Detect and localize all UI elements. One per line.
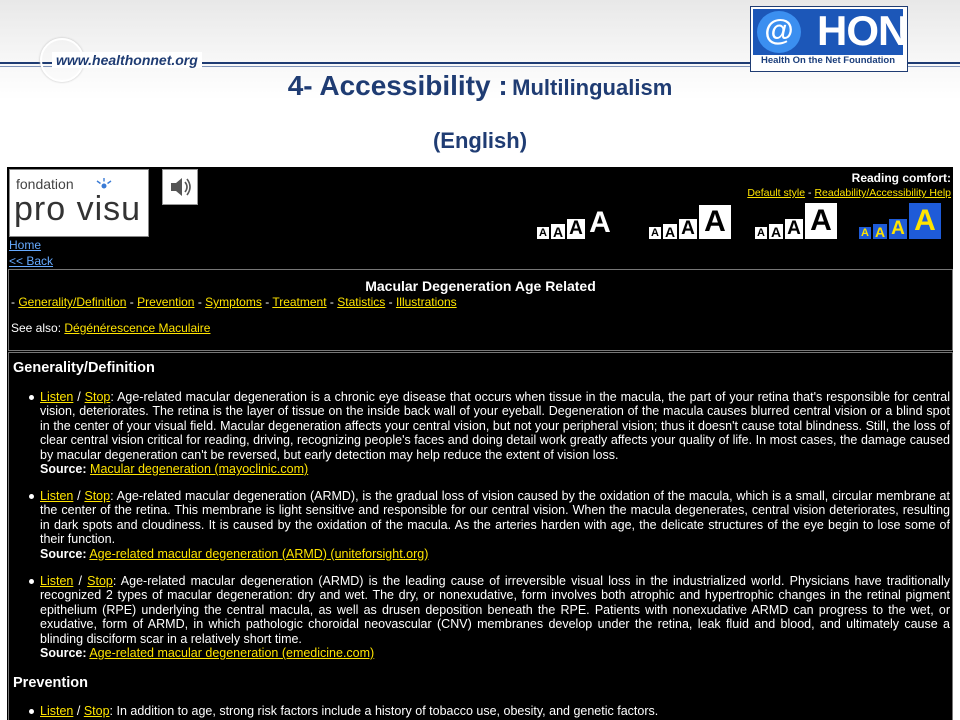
item-text: : Age-related macular degeneration is a chronic eye disease that occurs when tissue in the macula, the part of your retina that's responsible for central vision, deteriorates. The retina is the layer of tissue on the inside back wall of your eyeball. Degeneration of the macula causes blurred central vision or a blind spot in the center of your visual field. Macular degeneration affects your central vision, but not your peripheral vision; thus it doesn't cause total blindness. Still, the loss of clear central vision critical for reading, driving, recognizing people's faces and doing detail work greatly affects your quality of life. In most cases, the damage caused by macular degeneration can't be reversed, but early detection may help reduce the extent of vision loss. bbox=[40, 390, 950, 462]
toc-separator: - bbox=[329, 295, 334, 309]
font-size-option-2[interactable]: A bbox=[664, 223, 676, 240]
slide-title-sub: Multilingualism bbox=[512, 75, 673, 100]
nav-home-link[interactable]: Home bbox=[9, 238, 42, 252]
toc-separator: - bbox=[388, 295, 393, 309]
hon-at-icon: @ bbox=[757, 11, 801, 53]
toc-separator: - bbox=[197, 295, 202, 309]
list-item bbox=[40, 489, 950, 561]
hon-logo-text: HON bbox=[817, 7, 908, 54]
font-size-option-4[interactable]: A bbox=[805, 203, 837, 239]
toc-link-statistics[interactable]: Statistics bbox=[337, 295, 386, 309]
item-text: : Age-related macular degeneration (ARMD) is the leading cause of irreversible visual loss in the industrialized world. Physicians have traditionally recognized 2 types of macular degeneration: dry and wet. The dry, or nonexudative, form involves both atrophic and hypertrophic changes in the retinal pigment epithelium (RPE) underlying the central macula, as well as drusen deposition beneath the RPE. Patients with nonexudative ARMD can progress to the wet, or exudative, form of ARMD, in which pathologic choroidal neovascular (CNV) membranes develop under the retina, leak fluid and blood, and ultimately cause a blinding disciform scar in a relatively short time. bbox=[40, 574, 950, 646]
stop-link[interactable]: Stop bbox=[83, 704, 110, 718]
font-size-option-1[interactable]: A bbox=[537, 227, 549, 239]
bullet-icon bbox=[29, 709, 34, 714]
hon-logo-subtitle: Health On the Net Foundation bbox=[760, 55, 896, 66]
section-heading-generality: Generality/Definition bbox=[13, 360, 155, 376]
section-heading-prevention: Prevention bbox=[13, 675, 88, 691]
font-size-option-4[interactable]: A bbox=[587, 207, 613, 239]
stop-link[interactable]: Stop bbox=[84, 390, 111, 404]
slide-title-main: 4- Accessibility : bbox=[287, 70, 508, 101]
speaker-glyph-icon bbox=[163, 170, 197, 204]
table-of-contents bbox=[11, 295, 457, 309]
font-size-option-2[interactable]: A bbox=[552, 223, 564, 240]
page-header-box bbox=[8, 269, 953, 351]
content-box bbox=[8, 352, 953, 720]
page-title: Macular Degeneration Age Related bbox=[365, 278, 596, 294]
toc-prefix: - bbox=[11, 295, 15, 309]
source-label: Source: bbox=[40, 546, 87, 561]
font-size-option-1[interactable]: A bbox=[755, 227, 767, 239]
listen-link[interactable]: Listen bbox=[40, 574, 74, 588]
font-size-option-3[interactable]: A bbox=[567, 219, 585, 239]
site-topbar bbox=[7, 167, 953, 239]
stop-link[interactable]: Stop bbox=[87, 574, 113, 588]
hon-logo bbox=[750, 6, 908, 72]
font-size-option-3[interactable]: A bbox=[889, 219, 907, 239]
bullet-icon bbox=[29, 579, 34, 584]
nav-back-link[interactable]: << Back bbox=[9, 254, 54, 268]
listen-stop-separator: / bbox=[78, 574, 82, 588]
see-also bbox=[11, 321, 210, 335]
font-size-option-4[interactable]: A bbox=[909, 203, 941, 239]
slide-title-language: (English) bbox=[432, 128, 528, 153]
list-item bbox=[40, 390, 950, 476]
font-size-option-2[interactable]: A bbox=[770, 223, 782, 240]
listen-link[interactable]: Listen bbox=[40, 489, 74, 503]
item-text: : Age-related macular degeneration (ARMD), is the gradual loss of vision caused by the oxidation of the macula, which is a small, circular membrane at the center of the retina. This membrane is light sensitive and responsible for our central vision. When the macula degenerates, central vision deteriorates, resulting in dark spots and cloudiness. It is caused by the oxidation of the macula. As the arteries harden with age, the delicate structures of the eye begin to lose some of their function. bbox=[40, 489, 950, 547]
source-label: Source: bbox=[40, 646, 87, 661]
slide-title bbox=[0, 70, 960, 102]
site-url[interactable]: www.healthonnet.org bbox=[52, 52, 202, 68]
font-size-option-2[interactable]: A bbox=[874, 223, 886, 240]
list-item bbox=[40, 704, 950, 718]
toc-separator: - bbox=[129, 295, 134, 309]
source-link[interactable]: Age-related macular degeneration (ARMD) (uniteforsight.org) bbox=[89, 546, 429, 561]
source-link[interactable]: Age-related macular degeneration (emedicine.com) bbox=[89, 646, 375, 661]
font-size-option-3[interactable]: A bbox=[785, 219, 803, 239]
provisu-logo-fondation: fondation bbox=[16, 176, 74, 192]
list-item bbox=[40, 574, 950, 660]
source-label: Source: bbox=[40, 462, 87, 477]
see-also-link[interactable]: Dégénérescence Maculaire bbox=[64, 321, 211, 335]
readability-help-link[interactable]: Readability/Accessibility Help bbox=[814, 187, 951, 199]
font-size-option-3[interactable]: A bbox=[679, 219, 697, 239]
hon-logo-banner bbox=[753, 7, 908, 55]
see-also-label: See also: bbox=[11, 321, 62, 335]
listen-stop-separator: / bbox=[77, 489, 81, 503]
bullet-icon bbox=[29, 494, 34, 499]
toc-link-illustrations[interactable]: Illustrations bbox=[395, 295, 457, 309]
toc-link-symptoms[interactable]: Symptoms bbox=[205, 295, 262, 309]
toc-separator: - bbox=[265, 295, 270, 309]
listen-stop-separator: / bbox=[77, 390, 81, 404]
toc-link-treatment[interactable]: Treatment bbox=[272, 295, 327, 309]
sun-icon bbox=[96, 178, 112, 190]
provisu-logo-name: pro visu bbox=[14, 190, 142, 228]
listen-link[interactable]: Listen bbox=[40, 390, 74, 404]
reading-comfort-label: Reading comfort: bbox=[851, 171, 951, 185]
font-size-option-1[interactable]: A bbox=[649, 227, 661, 239]
stop-link[interactable]: Stop bbox=[84, 489, 111, 503]
listen-link[interactable]: Listen bbox=[40, 704, 74, 718]
font-size-option-1[interactable]: A bbox=[859, 227, 871, 239]
embedded-screenshot bbox=[7, 167, 953, 720]
source-link[interactable]: Macular degeneration (mayoclinic.com) bbox=[90, 462, 309, 477]
bullet-icon bbox=[29, 395, 34, 400]
reading-comfort-links bbox=[747, 187, 951, 199]
font-size-option-4[interactable]: A bbox=[699, 205, 731, 239]
item-text: : In addition to age, strong risk factors include a history of tobacco use, obesity, and genetic factors. bbox=[109, 704, 659, 718]
default-style-link[interactable]: Default style bbox=[747, 187, 806, 199]
provisu-logo[interactable] bbox=[9, 169, 149, 237]
speaker-icon[interactable] bbox=[162, 169, 198, 205]
reading-comfort-separator: - bbox=[808, 187, 812, 199]
toc-link-prevention[interactable]: Prevention bbox=[137, 295, 195, 309]
listen-stop-separator: / bbox=[76, 704, 81, 718]
toc-link-generality[interactable]: Generality/Definition bbox=[18, 295, 127, 309]
